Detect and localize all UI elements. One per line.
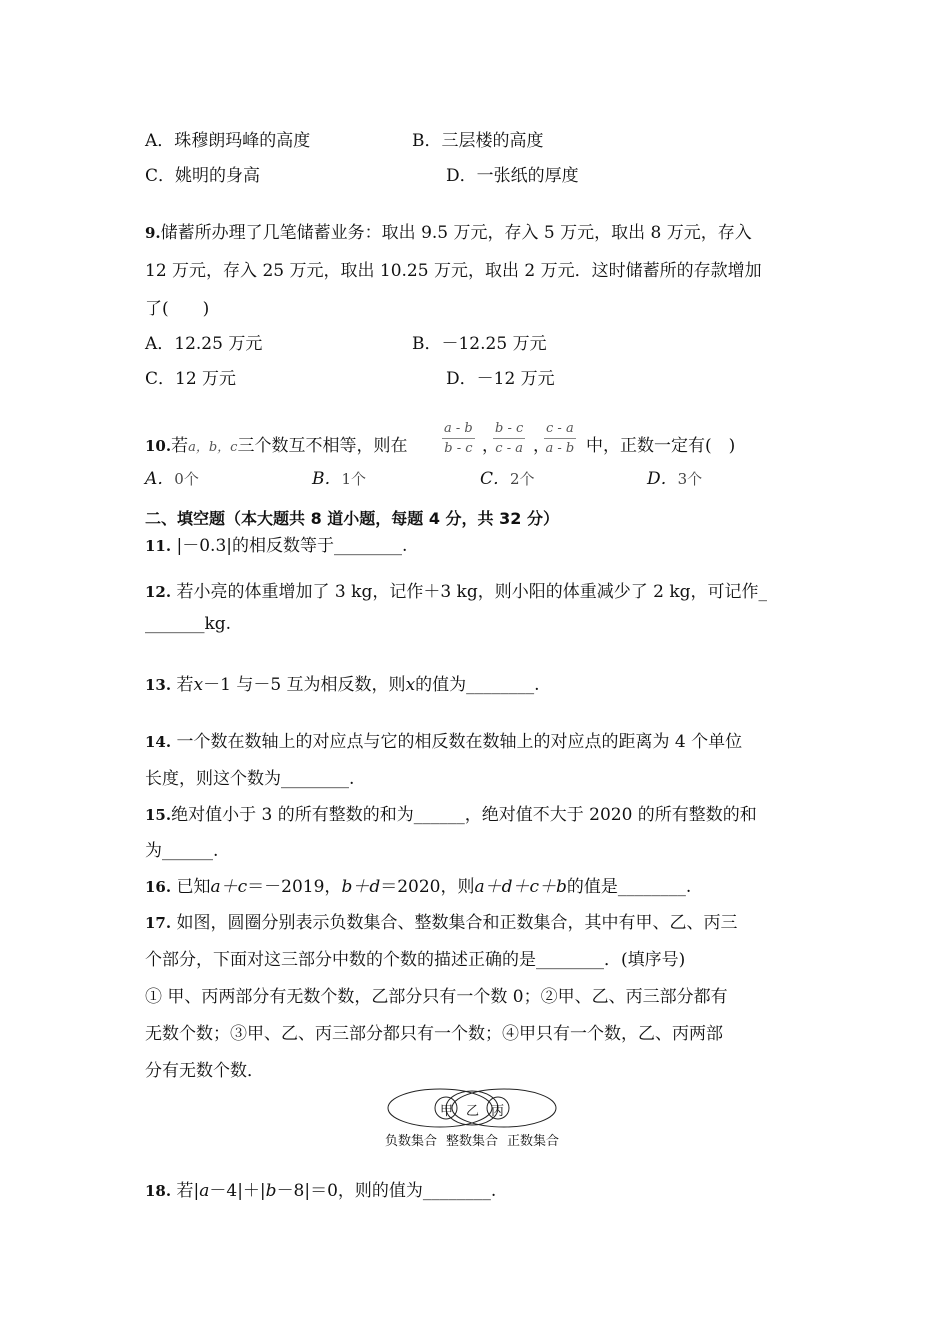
q10-option-a-letter: A． [145, 469, 175, 489]
q10-pre: 若 [171, 436, 189, 456]
q10-option-b-value: 1个 [341, 470, 367, 488]
q16-mid-1: ＝－2019， [247, 877, 342, 897]
q10-option-a [145, 464, 199, 489]
q14-line-2: 长度，则这个数为________. [145, 769, 355, 789]
q15-line-1 [145, 800, 757, 825]
q17-line-5: 分有无数个数． [145, 1061, 264, 1081]
q10-option-b [312, 464, 366, 489]
q10-option-b-letter: B． [312, 469, 342, 489]
q10-fraction-2-denominator: c - a [495, 441, 523, 456]
q16-number: 16. [145, 878, 172, 896]
q17-line-2: 个部分，下面对这三部分中数的个数的描述正确的是________．(填序号) [145, 950, 686, 970]
q17-number: 17. [145, 914, 172, 932]
q10-option-c-letter: C． [480, 469, 511, 489]
q17-line-1 [145, 908, 738, 933]
section-heading-fill-in: 二、填空题（本大题共 8 道小题，每题 4 分，共 32 分） [145, 509, 559, 528]
q16-expression-1: a＋c [210, 877, 248, 897]
q9-line-1 [145, 218, 752, 243]
q16-post: 的值是________. [566, 877, 692, 897]
q10-fraction-2 [493, 421, 525, 456]
q10-option-d [647, 464, 702, 489]
venn-caption-integer: 整数集合 [446, 1134, 499, 1149]
q9-number: 9. [145, 224, 161, 242]
venn-label-jia: 甲 [440, 1104, 454, 1119]
q17-text-1: 如图，圆圈分别表示负数集合、整数集合和正数集合，其中有甲、乙、丙三 [176, 913, 738, 933]
q12-line-1 [145, 577, 767, 602]
q18-line [145, 1176, 496, 1201]
q16-pre: 已知 [176, 877, 211, 897]
q10-fraction-2-numerator: b - c [493, 421, 525, 439]
q10-vars: a，b，c [188, 440, 238, 455]
q13-line [145, 670, 540, 695]
q12-line-2: _______kg. [145, 614, 232, 634]
q10-stem-end: 中，正数一定有( ) [586, 436, 736, 456]
q16-expression-3: a＋d＋c＋b [474, 877, 567, 897]
q18-variable-a: a [199, 1181, 210, 1201]
q16-line [145, 872, 691, 897]
q14-text-1: 一个数在数轴上的对应点与它的相反数在数轴上的对应点的距离为 4 个单位 [176, 732, 743, 752]
q11-number: 11. [145, 537, 172, 555]
q10-stem-start [145, 431, 407, 456]
q10-option-a-value: 0个 [174, 470, 199, 488]
q10-fraction-3 [544, 421, 576, 456]
q10-option-d-value: 3个 [677, 470, 703, 488]
q11-line [145, 531, 407, 556]
q9-text-1: 储蓄所办理了几笔储蓄业务：取出 9.5 万元，存入 5 万元，取出 8 万元，存入 [160, 223, 752, 243]
q9-line-3: 了( ) [145, 299, 210, 319]
q10-fraction-1 [442, 421, 475, 456]
q17-line-4: 无数个数；③甲、乙、丙三部分都只有一个数；④甲只有一个数，乙、丙两部 [145, 1024, 723, 1044]
q9-option-c: C．12 万元 [145, 369, 237, 389]
q13-pre: 若 [176, 675, 194, 695]
q10-fraction-1-denominator: b - c [444, 441, 473, 456]
q10-separator-2: ， [533, 436, 550, 456]
q10-separator-1: ， [482, 436, 499, 456]
q9-option-d: D．－12 万元 [446, 369, 555, 389]
q12-number: 12. [145, 583, 172, 601]
q8-option-d: D．一张纸的厚度 [446, 166, 579, 186]
q14-line-1 [145, 727, 742, 752]
q9-line-2: 12 万元，存入 25 万元，取出 10.25 万元，取出 2 万元．这时储蓄所的存款增加 [145, 261, 762, 281]
q10-fraction-1-numerator: a - b [442, 421, 475, 439]
q13-post: 的值为________. [415, 675, 540, 695]
q10-option-c-value: 2个 [510, 470, 535, 488]
q18-pre: 若| [176, 1181, 200, 1201]
q12-text-1: 若小亮的体重增加了 3 kg，记作＋3 kg，则小阳的体重减少了 2 kg，可记作_ [176, 582, 768, 602]
q18-post: －8|＝0，则的值为________. [276, 1181, 497, 1201]
q11-text: |－0.3|的相反数等于________. [176, 536, 408, 556]
venn-caption-negative: 负数集合 [385, 1134, 438, 1149]
q18-variable-b: b [265, 1181, 277, 1201]
q8-option-b: B．三层楼的高度 [412, 131, 544, 151]
q13-variable-x: x [193, 675, 204, 695]
q16-expression-2: b＋d [341, 877, 381, 897]
q15-text-1: 绝对值小于 3 的所有整数的和为______，绝对值不大于 2020 的所有整数的和 [171, 805, 757, 825]
q9-option-a: A．12.25 万元 [145, 334, 263, 354]
q10-mid: 三个数互不相等，则在 [237, 436, 408, 456]
q17-line-3: ① 甲、丙两部分有无数个数，乙部分只有一个数 0；②甲、乙、丙三部分都有 [145, 987, 728, 1007]
venn-caption-positive: 正数集合 [507, 1134, 560, 1149]
q10-fraction-3-denominator: a - b [545, 441, 575, 456]
q13-variable-x-2: x [405, 675, 416, 695]
venn-label-yi: 乙 [466, 1104, 480, 1119]
q9-option-b: B．－12.25 万元 [412, 334, 547, 354]
q18-number: 18. [145, 1182, 172, 1200]
q18-mid: －4|＋| [209, 1181, 266, 1201]
q13-number: 13. [145, 676, 172, 694]
venn-label-bing: 丙 [491, 1104, 505, 1119]
q10-fraction-3-numerator: c - a [544, 421, 576, 439]
q15-number: 15. [145, 806, 172, 824]
q10-option-d-letter: D． [647, 469, 678, 489]
q10-option-c [480, 464, 535, 489]
q8-option-a: A．珠穆朗玛峰的高度 [145, 131, 311, 151]
q13-mid: －1 与－5 互为相反数，则 [203, 675, 406, 695]
q8-option-c: C．姚明的身高 [145, 166, 261, 186]
q15-line-2: 为______. [145, 841, 219, 861]
q16-mid-2: ＝2020，则 [380, 877, 475, 897]
q14-number: 14. [145, 733, 172, 751]
q10-number: 10. [145, 437, 172, 455]
